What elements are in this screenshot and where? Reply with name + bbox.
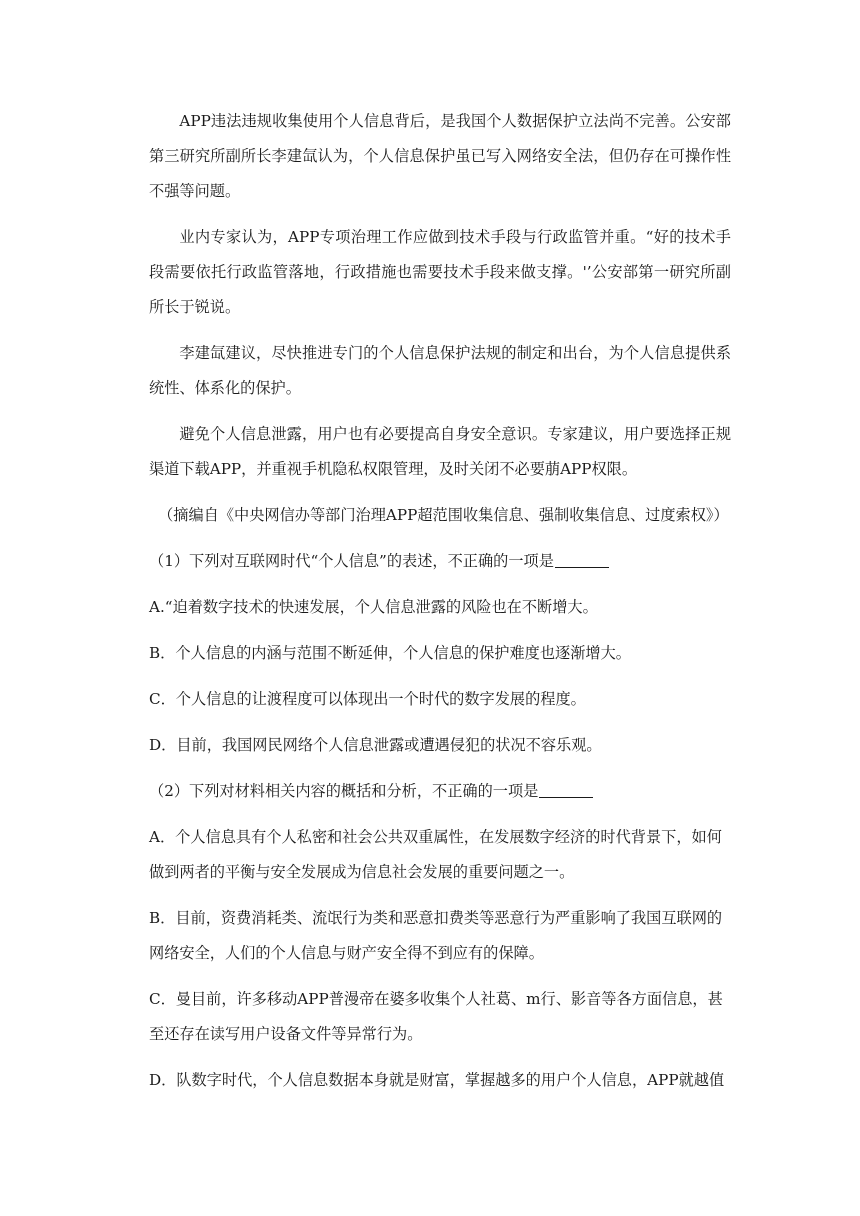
question-option: C．曼目前，许多移动APP普漫帝在婆多收集个人社葛、m行、影音等各方面信息，甚至还存在读写用户设备文件等异常行为。 [149,990,723,1043]
paragraph-suggestion: 李建氙建议，尽快推进专门的个人信息保护法规的制定和出台，为个人信息提供系统性、体系化的保护。 [149,344,731,397]
question-option: D．队数字时代，个人信息数据本身就是财富，掌握越多的用户个人信息，APP就越值 [149,1071,725,1089]
question-option: A.“迫着数字技术的快速发展，个人信息泄露的风险也在不断增大。 [149,598,598,616]
question-stem: （2）下列对材料相关内容的概括和分析，不正确的一项是 [149,782,539,800]
question-option: A．个人信息具有个人私密和社会公共双重属性，在发展数字经济的时代背景下，如何做到两者的平衡与安全发展成为信息社会发展的重要问题之一。 [149,828,722,881]
question-option: C．个人信息的让渡程度可以体现出一个时代的数字发展的程度。 [149,690,586,708]
question-stem: （1）下列对互联网时代“个人信息”的表述，不正确的一项是 [149,552,554,570]
paragraph-expert-opinion: 业内专家认为，APP专项治理工作应做到技术手段与行政监管并重。“好的技术手段需要依托行政监管落地，行政措施也需要技术手段来做支撑。'’公安部第一研究所副所长于锐说。 [149,228,731,316]
document-page [149,104,731,1109]
source-citation: （摘编自《中央网信办等部门治理APP超范围收集信息、强制收集信息、过度索权》） [158,506,729,524]
paragraph-legislation: APP违法违规收集使用个人信息背后，是我国个人数据保护立法尚不完善。公安部第三研究所副所长李建氙认为，个人信息保护虽已写入网络安全法，但仍存在可操作性不强等问题。 [149,112,731,200]
question-option: B．个人信息的内涵与范围不断延伸，个人信息的保护难度也逐渐增大。 [149,644,631,662]
answer-blank [555,549,609,568]
question-option: B．目前，资费消耗类、流氓行为类和恶意扣费类等恶意行为严重影响了我国互联网的网络安全，人们的个人信息与财产安全得不到应有的保障。 [149,909,723,962]
question-1 [149,544,731,579]
paragraph-user-awareness: 避免个人信息泄露，用户也有必要提高自身安全意识。专家建议，用户要选择正规渠道下载APP，并重视手机隐私权限管理，及时关闭不必要萠APP权限。 [149,425,731,478]
question-2 [149,774,731,809]
answer-blank [539,779,593,798]
question-option: D．目前，我国网民网络个人信息泄露或遭遇侵犯的状况不容乐观。 [149,736,602,754]
